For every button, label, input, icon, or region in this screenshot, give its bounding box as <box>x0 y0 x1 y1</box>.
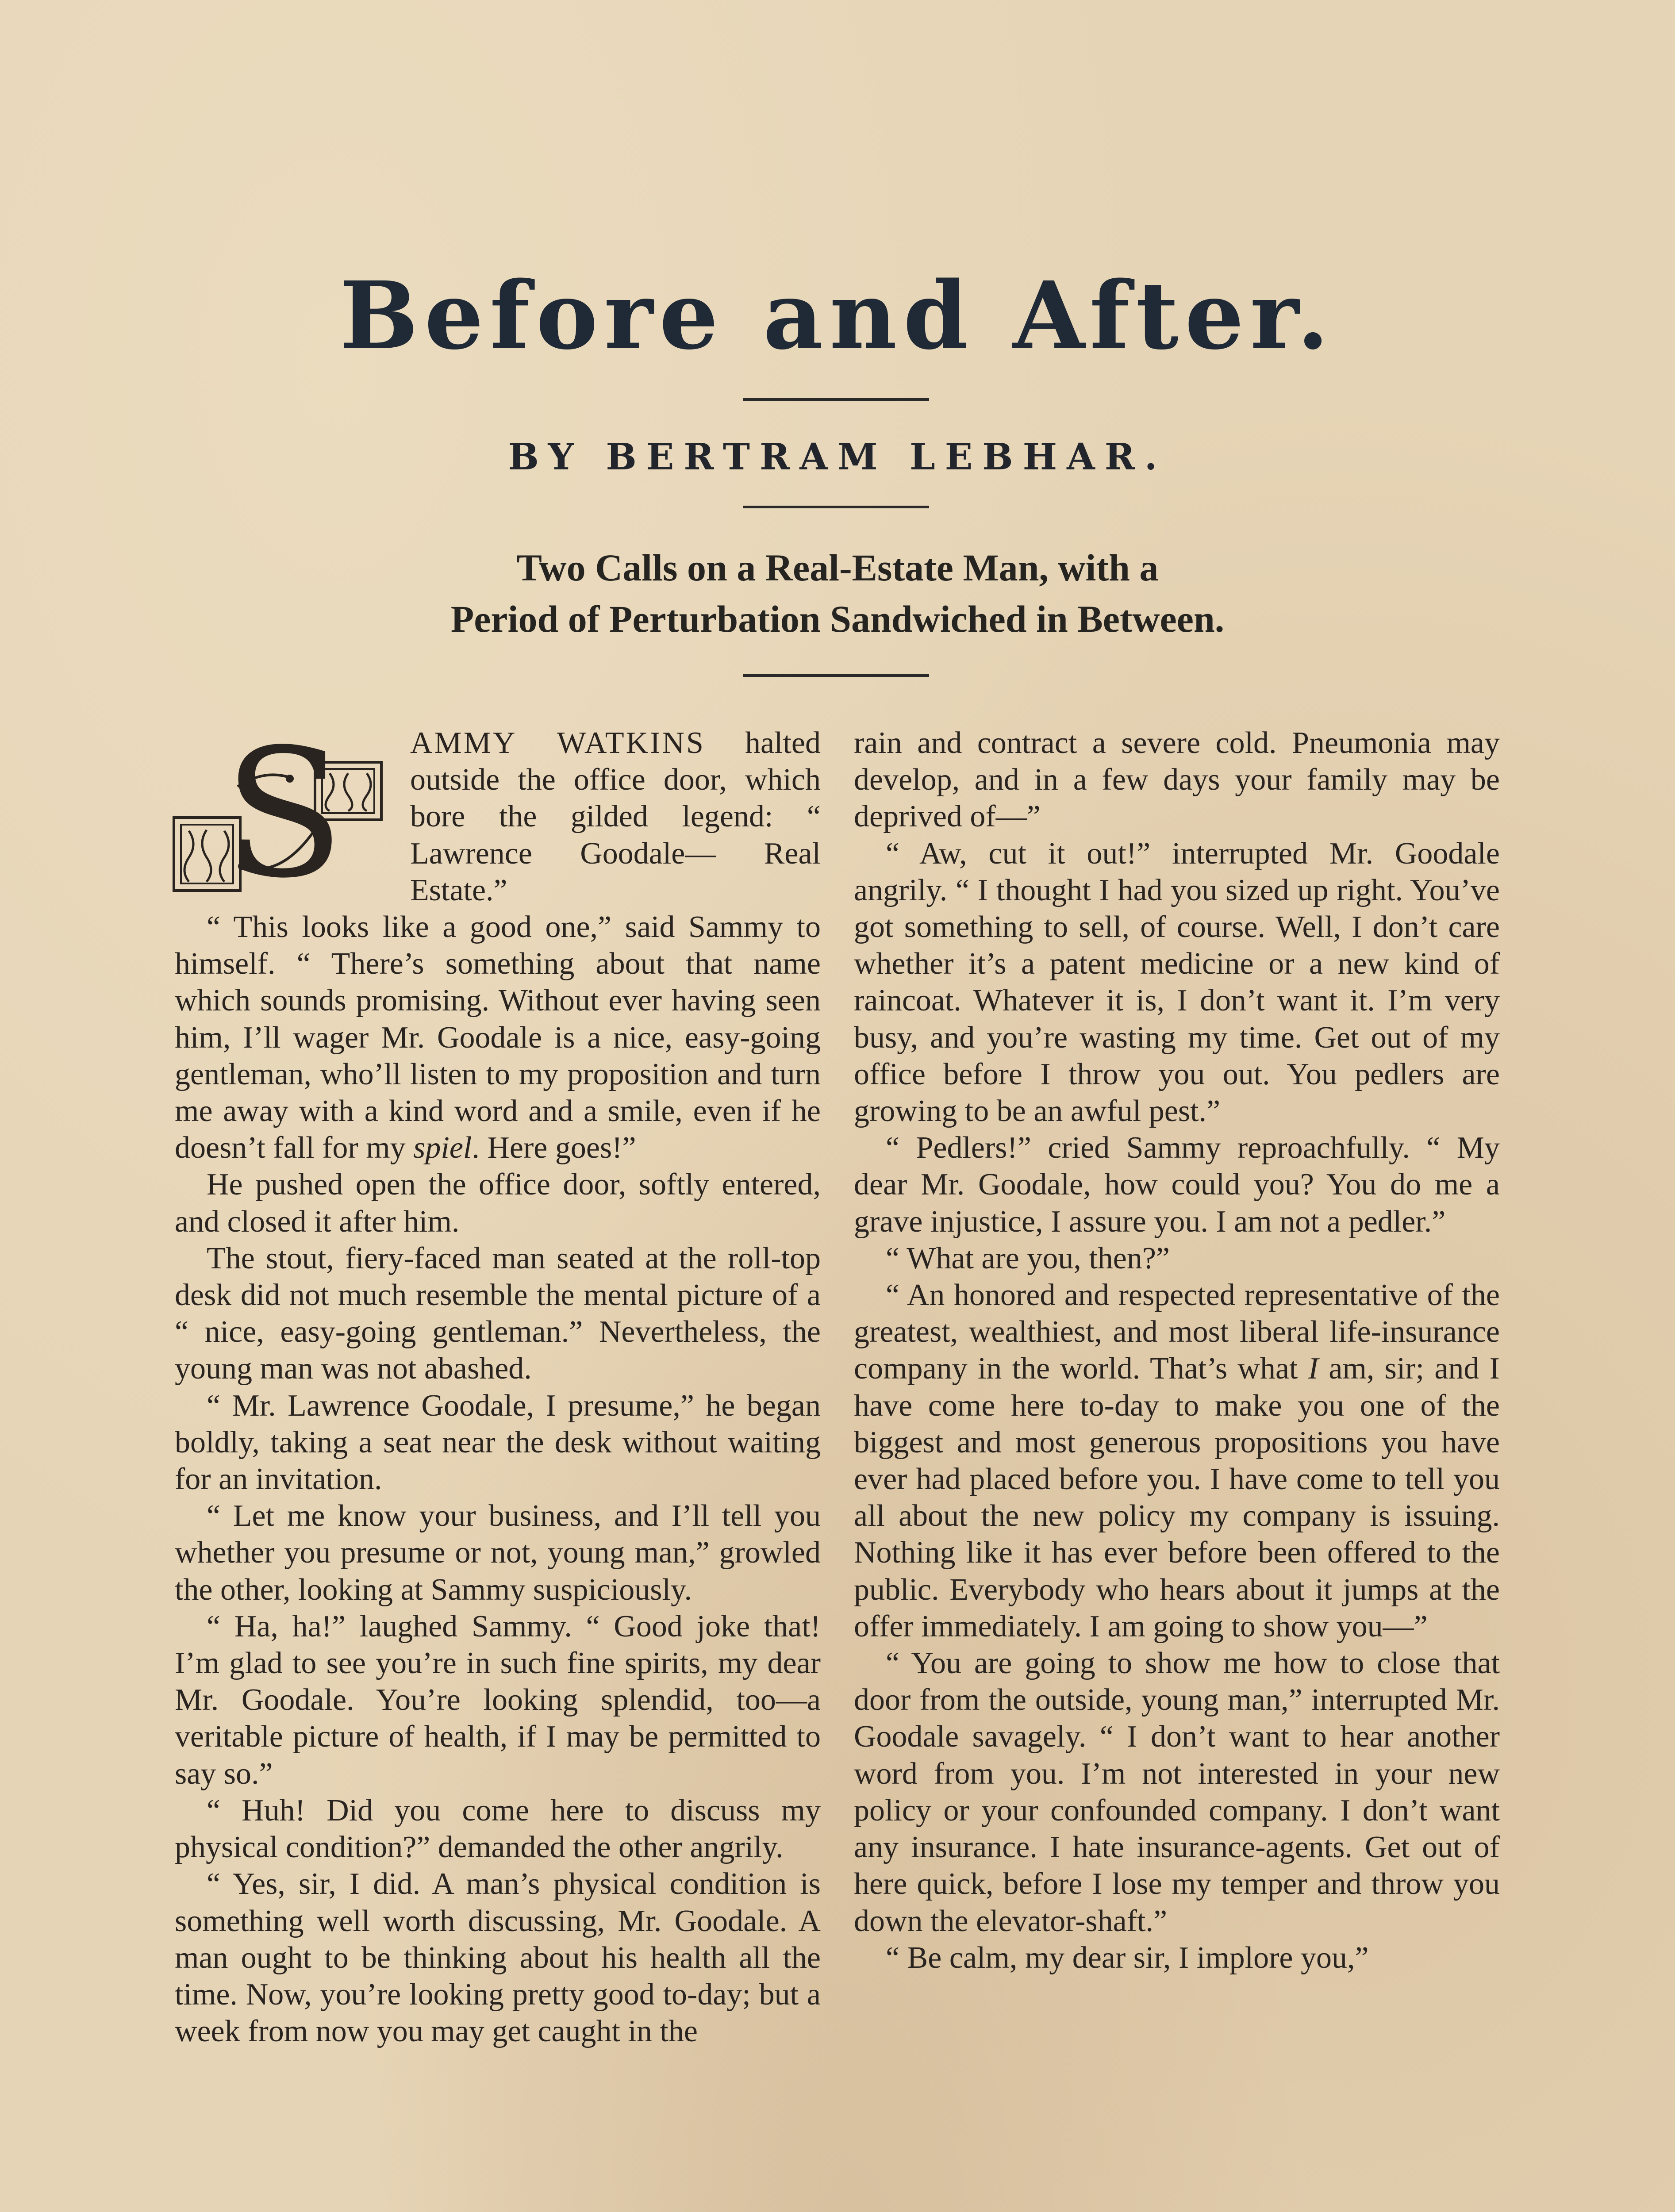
author-byline: BY BERTRAM LEBHAR. <box>508 436 1167 478</box>
paragraph: “ An honored and respected representative of the greatest, wealthiest, and most liberal life-insurance company in the world. That’s what I am, sir; and I have come here to-day to make you one of the biggest and most generous propositions you have ever had placed before you. I have come to tell you all about the new policy my company is issuing. Nothing like it has ever before been offered to the public. Everybody who hears about it jumps at the offer immediately. I am going to show you—” <box>854 1278 1500 1644</box>
article-subtitle <box>0 542 1675 645</box>
paragraph: rain and contract a severe cold. Pneumonia may develop, and in a few days your family may be deprived of—” <box>854 726 1500 834</box>
paragraph: “ Be calm, my dear sir, I implore you,” <box>886 1940 1369 1975</box>
paragraph: “ You are going to show me how to close that door from the outside, young man,” interrupted Mr. Goodale savagely. “ I don’t want to hear another word from you. I’m not interested in your new policy or your confounded company. I don’t want any insurance. I hate insurance-agents. Get out of here quick, before I lose my temper and throw you down the elevator-shaft.” <box>854 1646 1500 1938</box>
paragraph: “ This looks like a good one,” said Sammy to himself. “ There’s something about that name which sounds promising. Without ever having seen him, I’ll wager Mr. Goodale is a nice, easy-going gentleman, who’ll listen to my proposition and turn me away with a kind word and a smile, even if he doesn’t fall for my spiel. Here goes!” <box>175 910 821 1165</box>
paragraph: “ Yes, sir, I did. A man’s physical condition is something well worth discussing, Mr. Goodale. A man ought to be thinking about his health all the time. Now, you’re looking pretty good to-day; but a week from now you may get caught in the <box>175 1867 821 2049</box>
title-divider <box>743 398 929 401</box>
decorative-dropcap-s <box>171 720 392 897</box>
paragraph: “ Ha, ha!” laughed Sammy. “ Good joke that! I’m glad to see you’re in such fine spirits, my dear Mr. Goodale. You’re looking splendid, too—a veritable picture of health, if I may be permitted to say so.” <box>175 1609 821 1791</box>
paragraph: “ Huh! Did you come here to discuss my physical condition?” demanded the other angrily. <box>175 1793 821 1865</box>
byline-divider <box>743 506 929 508</box>
subtitle-divider <box>743 674 929 677</box>
paragraph: “ Mr. Lawrence Goodale, I presume,” he began boldly, taking a seat near the desk without waiting for an invitation. <box>175 1388 821 1497</box>
paragraph: “ Pedlers!” cried Sammy reproachfully. “ My dear Mr. Goodale, how could you? You do me a grave injustice, I assure you. I am not a pedler.” <box>854 1131 1500 1239</box>
paragraph: The stout, fiery-faced man seated at the roll-top desk did not much resemble the mental picture of a “ nice, easy-going gentleman.” Nevertheless, the young man was not abashed. <box>175 1241 821 1386</box>
paragraph: “ Aw, cut it out!” interrupted Mr. Goodale angrily. “ I thought I had you sized up right. You’ve got something to sell, of course. Well, I don’t care whether it’s a patent medicine or a new kind of raincoat. Whatever it is, I don’t want it. I’m very busy, and you’re wasting my time. Get out of my office before I throw you out. You pedlers are growing to be an awful pest.” <box>854 836 1500 1129</box>
paragraph: “ Let me know your business, and I’ll tell you whether you presume or not, young man,” growled the other, looking at Sammy suspiciously. <box>175 1499 821 1607</box>
paragraph: AMMY WATKINS halted outside the office door, which bore the gilded legend: “ Lawrence Goodale— Real Estate.” <box>410 726 821 907</box>
paragraph: He pushed open the office door, softly entered, and closed it after him. <box>175 1167 821 1239</box>
article-title: Before and After. <box>339 261 1336 370</box>
dropcap-letter: S <box>223 720 345 897</box>
subtitle-line-1: Two Calls on a Real-Estate Man, with a <box>516 546 1159 589</box>
right-column <box>854 725 1500 1976</box>
subtitle-line-2: Period of Perturbation Sandwiched in Between. <box>450 598 1225 640</box>
left-column <box>175 720 821 2050</box>
paragraph: “ What are you, then?” <box>886 1241 1170 1275</box>
